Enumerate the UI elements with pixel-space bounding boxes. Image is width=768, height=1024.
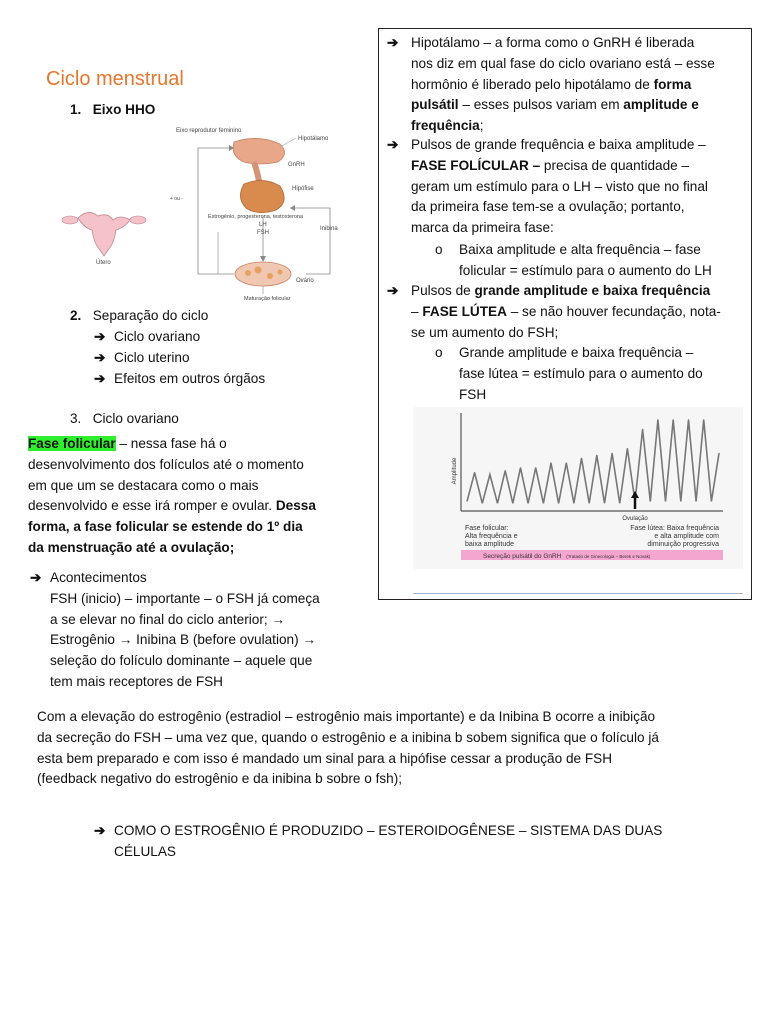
label-utero: Útero	[96, 260, 111, 266]
y-axis-label: Amplitude	[452, 457, 458, 485]
arrow-icon: ➔	[94, 329, 106, 344]
label-hipofise: Hipófise	[292, 186, 314, 192]
annotation-ovulacao: Ovulação	[622, 516, 648, 522]
pulse-peak-point	[474, 472, 475, 473]
chart-bottom-rule	[413, 593, 743, 594]
arrow-icon: →	[302, 632, 316, 648]
caption-left-3: baixa amplitude	[465, 541, 515, 548]
pulse-peak-point	[703, 419, 704, 420]
gnrh-notes-box	[378, 28, 752, 600]
pulse-peak-point	[535, 467, 536, 468]
separacao-list	[94, 327, 265, 389]
section-eixo-hho	[70, 100, 155, 121]
section-ciclo-ovariano	[70, 409, 179, 430]
pulse-peak-point	[581, 458, 582, 459]
caption-left-1: Fase folicular:	[465, 525, 509, 532]
list-item: ➔ Efeitos em outros órgãos	[94, 369, 265, 390]
caption-right-2: e alta amplitude com	[654, 533, 719, 540]
pulse-peak-point	[596, 455, 597, 456]
hormonios-text: Estrogênio, progesterona, testosterona	[208, 214, 304, 220]
sub-bullet-lutea: o Grande amplitude e baixa frequência – fase lútea = estímulo para o aumento do FSH	[435, 345, 703, 402]
arrow-icon: →	[118, 632, 133, 648]
pulse-peak-point	[520, 467, 521, 468]
section-separacao	[70, 306, 208, 327]
caption-right-3: diminuição progressiva	[647, 541, 719, 548]
arrow-icon: ➔	[387, 35, 399, 50]
pulse-peak-point	[566, 462, 567, 463]
arrow-icon: ➔	[94, 823, 106, 838]
label-hormonios	[208, 214, 304, 220]
utero-shape	[78, 212, 130, 256]
arrow-icon: ➔	[94, 349, 106, 365]
section-number: 3.	[70, 411, 82, 426]
arrow-icon: ➔	[94, 370, 106, 386]
bullet-fase-lutea: ➔ Pulsos de grande amplitude e baixa frequência – FASE LÚTEA – se não houver fecundação, nota- se um aumento do FSH;	[387, 283, 721, 340]
caption-right-1: Fase lútea: Baixa frequência	[630, 525, 719, 532]
chart-title	[483, 553, 651, 560]
sub-bullet-folicular: o Baixa amplitude e alta frequência – fase folicular = estímulo para o aumento do LH	[435, 242, 712, 278]
feedback-paragraph: Com a elevação do estrogênio (estradiol – estrogênio mais importante) e da Inibina B ocorre a inibição da secreção do FSH – uma vez que, quando o estrogênio e a inibina b sobem significa que o folículo já esta bem preparado e com isso é mandado um sinal para a hipófise cessar a produção de FSH (feedback negativo do estrogênio e da inibina b sobre o fsh);	[37, 709, 659, 787]
label-gnrh: GnRH	[288, 162, 305, 168]
arrow-icon: ➔	[387, 137, 399, 152]
page-title: Ciclo menstrual	[46, 68, 184, 90]
pulse-peak-point	[505, 470, 506, 471]
diagram-title: Eixo reprodutor feminino	[176, 128, 242, 134]
esteroidogenese-bullet: ➔ COMO O ESTROGÊNIO É PRODUZIDO – ESTEROIDOGÊNESE – SISTEMA DAS DUAS CÉLULAS	[94, 823, 663, 859]
feedback-line-left	[198, 148, 234, 274]
label-fsh: FSH	[257, 230, 269, 236]
label-ou: + ou -	[170, 196, 183, 202]
pulse-peak-point	[688, 419, 689, 420]
section-number: 1.	[70, 102, 82, 117]
arrow-icon: ➔	[30, 570, 42, 585]
pulse-peak-point	[550, 462, 551, 463]
circle-bullet-icon: o	[435, 242, 443, 257]
label-ovario: Ovário	[296, 278, 314, 284]
arrow-icon: →	[271, 611, 285, 627]
fase-folicular-paragraph: Fase folicular – nessa fase há o desenvolvimento dos folículos até o momento em que um se destacara como o mais desenvolvido e esse irá romper e ovular. Dessa forma, a fase folicular se estende do 1º dia da menstruação até a ovulação;	[28, 436, 316, 555]
highlight-fase-folicular: Fase folicular	[28, 436, 116, 451]
list-item: ➔ Ciclo uterino	[94, 348, 265, 369]
bullet-fase-folicular: ➔ Pulsos de grande frequência e baixa amplitude – FASE FOLÍCULAR – precisa de quantidade – geram um estímulo para o LH – visto que no final da primeira fase tem-se a ovulação; portanto, marca da primeira fase:	[387, 137, 708, 236]
section-label: Eixo HHO	[92, 102, 156, 117]
label-lh: LH	[259, 222, 267, 228]
arrow-icon: ➔	[387, 283, 399, 298]
pulse-peak-point	[612, 453, 613, 454]
circle-bullet-icon: o	[435, 345, 443, 360]
hipotalamo-shape	[233, 138, 284, 164]
pulse-peak-point	[718, 453, 719, 454]
ovario-shape	[235, 262, 291, 286]
gnrh-pulse-chart	[413, 407, 743, 569]
chart-title-source: (Tratado de Ginecologia – Berek e Novak)	[566, 554, 651, 559]
section-label: Separação do ciclo	[92, 308, 209, 323]
pulse-peak-point	[489, 474, 490, 475]
pulse-peak-point	[642, 429, 643, 430]
caption-left-2: Alta frequência e	[465, 533, 518, 540]
label-hipotalamo: Hipotálamo	[298, 136, 329, 142]
pulse-peak-point	[627, 448, 628, 449]
section-label: Ciclo ovariano	[92, 411, 179, 426]
section-number: 2.	[70, 308, 82, 323]
hipofise-shape	[240, 180, 284, 212]
eixo-hho-diagram	[58, 124, 348, 304]
bullet-hipotalamo: ➔ Hipotálamo – a forma como o GnRH é liberada nos diz em qual fase do ciclo ovariano está – esse hormônio é liberado pelo hipotálamo de forma pulsátil – esses pulsos variam em amplitude e frequência;	[387, 35, 715, 134]
list-item: ➔ Ciclo ovariano	[94, 327, 265, 348]
label-maturacao: Maturação folicular	[244, 296, 291, 302]
chart-title-main: Secreção pulsátil do GnRH	[483, 553, 562, 560]
pulse-peak-point	[657, 419, 658, 420]
acontecimentos-bullet: ➔ Acontecimentos FSH (inicio) – importante – o FSH já começa a se elevar no final do ciclo anterior; → Estrogênio → Inibina B (before ovulation) → seleção do folículo dominante – aquele que tem mais receptores de FSH	[30, 570, 320, 689]
pulse-peak-point	[673, 419, 674, 420]
label-inibina: Inibina	[320, 226, 338, 232]
